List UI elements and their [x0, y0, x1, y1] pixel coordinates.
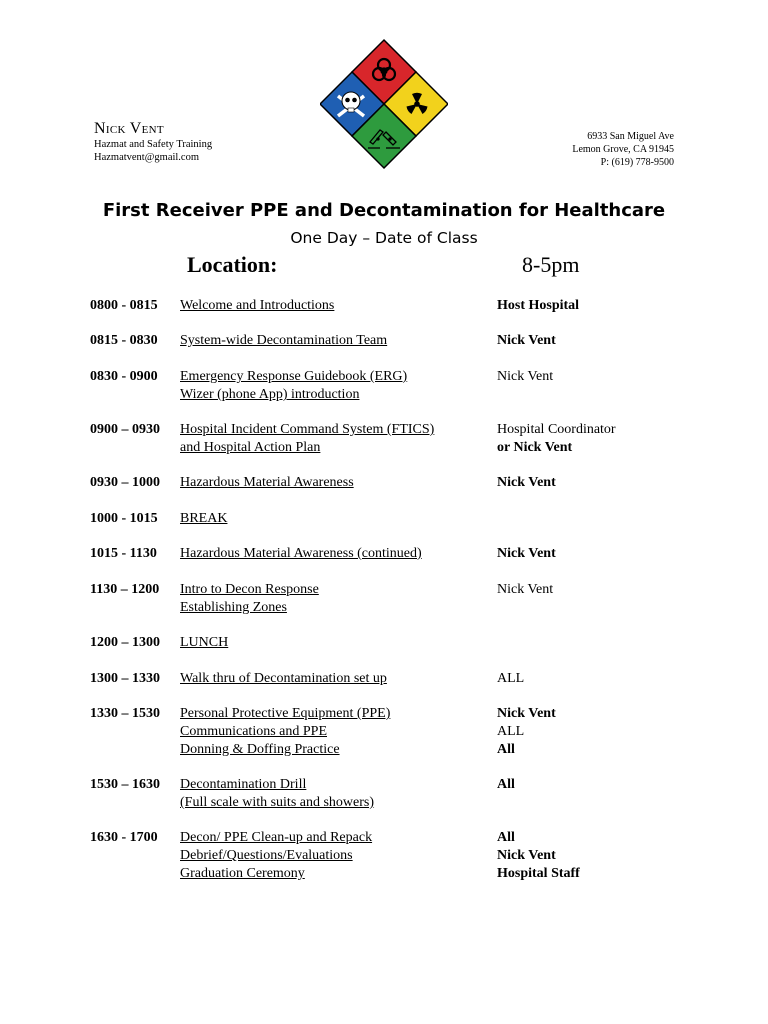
schedule-topic-line: Personal Protective Equipment (PPE): [180, 706, 391, 721]
schedule-row: [90, 474, 710, 492]
location-label: Location:: [187, 252, 278, 277]
schedule-row: [90, 829, 710, 883]
schedule-time: 0815 - 0830: [90, 333, 158, 348]
schedule-topic: [180, 634, 497, 652]
schedule-topic-line: Graduation Ceremony: [180, 866, 305, 881]
schedule-time: 1200 – 1300: [90, 635, 160, 650]
schedule-presenter-line: ALL: [497, 671, 525, 686]
schedule-presenter-line: Nick Vent: [497, 333, 556, 348]
schedule-topic-line: Decontamination Drill: [180, 777, 307, 792]
schedule-row: [90, 545, 710, 563]
schedule-presenter: [497, 829, 710, 883]
schedule-row: [90, 421, 710, 457]
schedule-time: 1530 – 1630: [90, 777, 160, 792]
schedule-presenter: [497, 368, 710, 404]
schedule-presenter-line: Nick Vent: [497, 848, 556, 863]
organization-name: Nick Vent: [94, 120, 164, 137]
schedule-topic: [180, 581, 497, 617]
schedule-time: 0830 - 0900: [90, 369, 158, 384]
schedule-topic-line: Communications and PPE: [180, 724, 327, 739]
schedule-presenter-line: Nick Vent: [497, 546, 556, 561]
schedule-presenter-line: Host Hospital: [497, 298, 580, 313]
schedule-topic-line: Emergency Response Guidebook (ERG): [180, 369, 408, 384]
schedule-presenter: [497, 332, 710, 350]
schedule-row: [90, 705, 710, 759]
schedule-topic: [180, 705, 497, 759]
schedule-topic-line: Hazardous Material Awareness (continued): [180, 546, 422, 561]
schedule-presenter: [497, 634, 710, 652]
schedule-topic-line: Wizer (phone App) introduction: [180, 387, 360, 402]
schedule-time: 1000 - 1015: [90, 511, 158, 526]
schedule-presenter-line: All: [497, 830, 515, 845]
schedule-topic: [180, 368, 497, 404]
schedule-topic: [180, 474, 497, 492]
schedule-presenter-line: Hospital Staff: [497, 866, 580, 881]
schedule-row: [90, 776, 710, 812]
schedule-presenter: [497, 670, 710, 688]
organization-tagline: Hazmat and Safety Training: [94, 139, 213, 150]
schedule-row: [90, 368, 710, 404]
schedule-presenter: [497, 474, 710, 492]
schedule-topic-line: Intro to Decon Response: [180, 582, 319, 597]
schedule-presenter: [497, 776, 710, 812]
schedule-topic-line: LUNCH: [180, 635, 229, 650]
schedule-topic-line: Establishing Zones: [180, 600, 287, 615]
schedule-topic-line: Hazardous Material Awareness: [180, 475, 354, 490]
phone-number: P: (619) 778-9500: [600, 157, 674, 168]
organization-email: Hazmatvent@gmail.com: [94, 152, 200, 163]
schedule-topic-line: Debrief/Questions/Evaluations: [180, 848, 353, 863]
schedule-presenter-line: Nick Vent: [497, 475, 556, 490]
schedule-presenter-line: or Nick Vent: [497, 440, 573, 455]
schedule-time: 1300 – 1330: [90, 671, 160, 686]
schedule-row: [90, 332, 710, 350]
schedule-presenter-line: Hospital Coordinator: [497, 422, 616, 437]
document-subtitle: One Day – Date of Class: [290, 229, 478, 247]
schedule-topic: [180, 510, 497, 528]
schedule-topic: [180, 297, 497, 315]
schedule-topic-line: (Full scale with suits and showers): [180, 795, 375, 810]
schedule-time: 1015 - 1130: [90, 546, 157, 561]
schedule-presenter: [497, 297, 710, 315]
schedule-table: [90, 297, 710, 883]
schedule-time: 0930 – 1000: [90, 475, 160, 490]
schedule-topic: [180, 776, 497, 812]
schedule-time: 1130 – 1200: [90, 582, 160, 597]
schedule-topic: [180, 421, 497, 457]
organization-block: [94, 120, 212, 164]
schedule-topic: [180, 332, 497, 350]
schedule-topic-line: Hospital Incident Command System (FTICS): [180, 422, 435, 437]
schedule-topic-line: BREAK: [180, 511, 228, 526]
schedule-presenter-line: Nick Vent: [497, 582, 554, 597]
schedule-row: [90, 670, 710, 688]
schedule-topic-line: Welcome and Introductions: [180, 298, 335, 313]
schedule-row: [90, 297, 710, 315]
schedule-presenter-line: Nick Vent: [497, 369, 554, 384]
schedule-topic-line: Donning & Doffing Practice: [180, 742, 340, 757]
schedule-presenter: [497, 545, 710, 563]
schedule-time: 0900 – 0930: [90, 422, 160, 437]
hazard-diamond-logo: [320, 38, 448, 170]
schedule-presenter: [497, 421, 710, 457]
schedule-topic-line: Walk thru of Decontamination set up: [180, 671, 387, 686]
schedule-row: [90, 581, 710, 617]
schedule-presenter-line: All: [497, 742, 515, 757]
schedule-topic-line: and Hospital Action Plan: [180, 440, 321, 455]
schedule-topic-line: System-wide Decontamination Team: [180, 333, 388, 348]
schedule-topic: [180, 545, 497, 563]
schedule-row: [90, 634, 710, 652]
document-title: First Receiver PPE and Decontamination for Healthcare: [102, 200, 666, 221]
schedule-presenter: [497, 705, 710, 759]
schedule-row: [90, 510, 710, 528]
schedule-topic: [180, 670, 497, 688]
schedule-topic: [180, 829, 497, 883]
address-line1: 6933 San Miguel Ave: [587, 131, 674, 142]
schedule-presenter-line: All: [497, 777, 515, 792]
schedule-time: 1630 - 1700: [90, 830, 158, 845]
schedule-topic-line: Decon/ PPE Clean-up and Repack: [180, 830, 373, 845]
address-line2: Lemon Grove, CA 91945: [572, 144, 674, 155]
schedule-presenter: [497, 581, 710, 617]
schedule-presenter-line: ALL: [497, 724, 525, 739]
schedule-presenter-line: Nick Vent: [497, 706, 556, 721]
class-hours: 8-5pm: [522, 252, 580, 277]
schedule-presenter: [497, 510, 710, 528]
address-block: [572, 130, 674, 169]
schedule-time: 0800 - 0815: [90, 298, 158, 313]
schedule-time: 1330 – 1530: [90, 706, 160, 721]
